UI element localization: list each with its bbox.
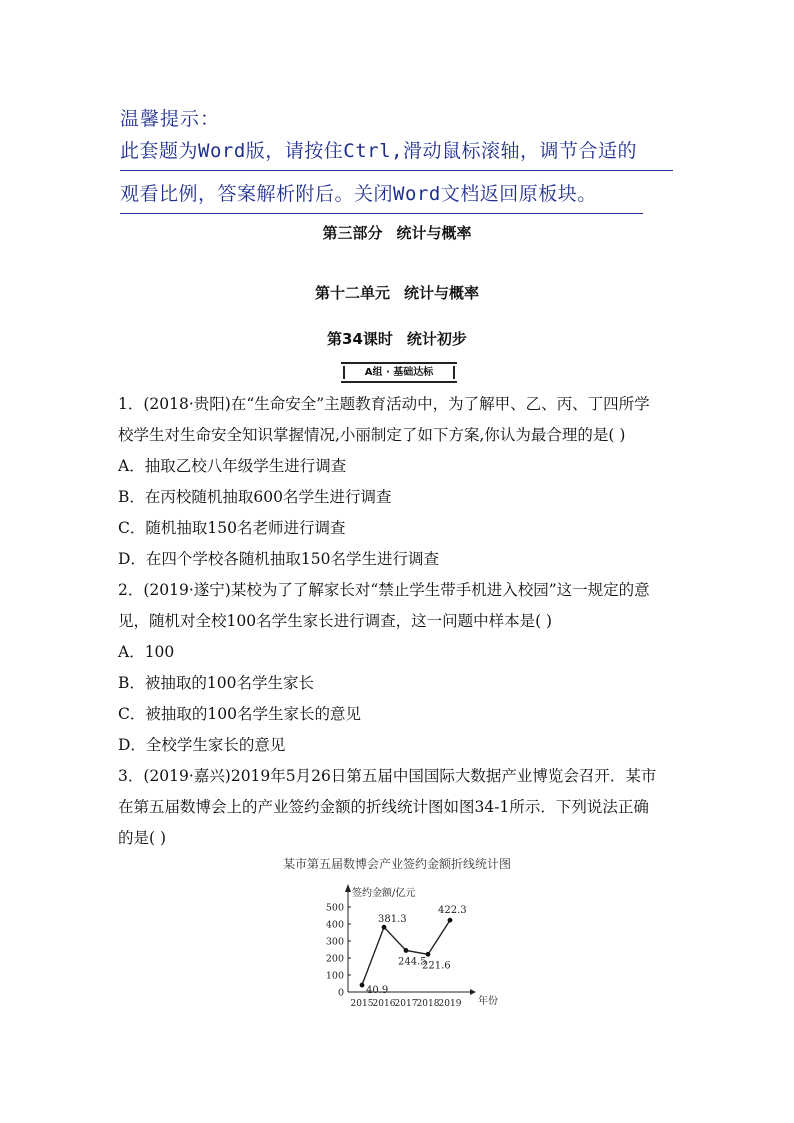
- line-chart: [300, 878, 520, 1013]
- q2-option-c: C．被抽取的100名学生家长的意见: [118, 705, 361, 723]
- question-3: [118, 761, 678, 854]
- notice-line-2: 观看比例，答案解析附后。关闭Word文档返回原板块。: [120, 177, 643, 214]
- x-tick-label: 2017: [394, 999, 418, 1009]
- q2-line-2: 见，随机对全校100名学生家长进行调查，这一问题中样本是( ): [118, 612, 553, 630]
- lesson-subtitle: 统计初步: [406, 330, 467, 348]
- data-label: 221.6: [422, 960, 451, 972]
- q1-option-c: C．随机抽取150名老师进行调查: [118, 519, 346, 537]
- q2-option-b: B．被抽取的100名学生家长: [118, 674, 314, 692]
- data-label: 244.5: [398, 956, 427, 968]
- unit-heading: [0, 282, 794, 303]
- y-axis-label: 签约金额/亿元: [352, 888, 416, 899]
- data-label: 381.3: [378, 914, 407, 926]
- data-point: [404, 948, 409, 953]
- q2-option-a: A．100: [118, 643, 175, 661]
- q1-line-2: 校学生对生命安全知识掌握情况,小丽制定了如下方案,你认为最合理的是( ): [118, 426, 626, 444]
- q3-line-3: 的是( ): [118, 829, 167, 847]
- lesson-heading: [0, 328, 794, 349]
- y-tick-label: 500: [325, 902, 344, 914]
- x-tick-label: 2019: [438, 999, 462, 1009]
- q1-line-1: 1．(2018·贵阳)在“生命安全”主题教育活动中，为了解甲、乙、丙、丁四所学: [118, 395, 650, 413]
- question-2: [118, 575, 678, 761]
- q3-line-2: 在第五届数博会上的产业签约金额的折线统计图如图34-1所示．下列说法正确: [118, 798, 649, 816]
- x-tick-label: 2016: [372, 999, 396, 1009]
- y-tick-label: 400: [325, 919, 344, 931]
- y-tick-label: 100: [325, 970, 344, 982]
- y-tick-label: 0: [337, 987, 344, 999]
- unit-title: 第十二单元: [314, 284, 390, 302]
- q2-line-1: 2．(2019·遂宁)某校为了了解家长对“禁止学生带手机进入校园”这一规定的意: [118, 581, 650, 599]
- data-label: 40.9: [366, 985, 389, 997]
- q3-line-1: 3．(2019·嘉兴)2019年5月26日第五届中国国际大数据产业博览会召开．某市: [118, 767, 657, 785]
- question-1: [118, 389, 678, 575]
- q2-option-d: D．全校学生家长的意见: [118, 736, 286, 754]
- x-tick-label: 2015: [350, 999, 374, 1009]
- part-subtitle: 统计与概率: [396, 224, 472, 242]
- y-axis-arrow: [345, 884, 351, 892]
- q1-option-d: D．在四个学校各随机抽取150名学生进行调查: [118, 550, 440, 568]
- group-badge: A组 · 基础达标: [341, 362, 457, 383]
- unit-subtitle: 统计与概率: [404, 284, 480, 302]
- x-axis-label: 年份: [478, 996, 498, 1007]
- notice-line-1: 此套题为Word版，请按住Ctrl,滑动鼠标滚轴，调节合适的: [120, 134, 673, 171]
- y-tick-label: 200: [325, 953, 344, 965]
- part-title: 第三部分: [322, 224, 383, 242]
- notice-box: [120, 104, 680, 214]
- y-tick-label: 300: [325, 936, 344, 948]
- x-axis-arrow: [470, 989, 476, 995]
- notice-title: 温馨提示：: [120, 108, 221, 130]
- lesson-title: 第34课时: [327, 330, 393, 348]
- x-tick-label: 2018: [416, 999, 440, 1009]
- data-label: 422.3: [438, 905, 467, 917]
- chart-title: 某市第五届数博会产业签约金额折线统计图: [282, 857, 511, 871]
- data-point: [360, 983, 365, 988]
- data-point: [448, 918, 453, 923]
- data-point: [382, 925, 387, 930]
- part-heading: [0, 222, 794, 243]
- data-point: [426, 952, 431, 957]
- q1-option-a: A．抽取乙校八年级学生进行调查: [118, 457, 347, 475]
- q1-option-b: B．在丙校随机抽取600名学生进行调查: [118, 488, 392, 506]
